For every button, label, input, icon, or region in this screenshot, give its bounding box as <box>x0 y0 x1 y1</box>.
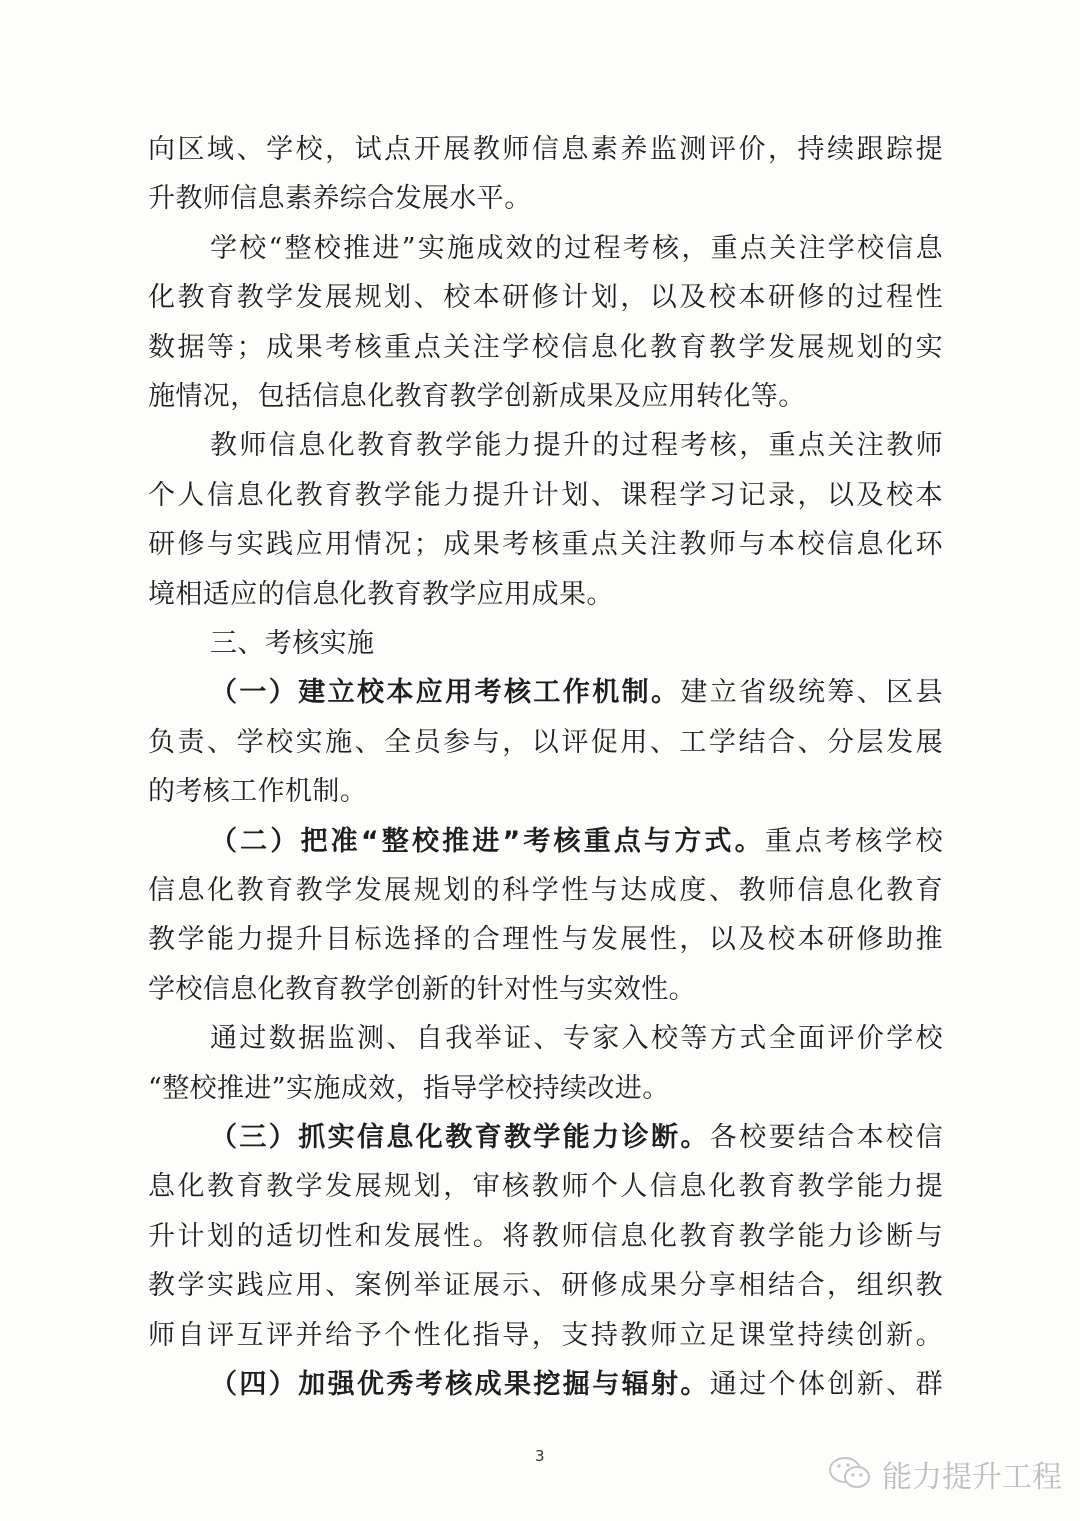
line-text: 施情况，包括信息化教育教学创新成果及应用转化等。 <box>148 381 806 412</box>
line-text: 学校“整校推进”实施成效的过程考核，重点关注学校信息 <box>210 232 943 264</box>
text-line <box>148 1319 943 1353</box>
text-line <box>210 232 943 266</box>
line-text: 升计划的适切性和发展性。将教师信息化教育教学能力诊断与 <box>148 1220 943 1252</box>
line-text: 息化教育教学发展规划，审核教师个人信息化教育教学能力提 <box>148 1171 943 1203</box>
text-line <box>148 578 943 612</box>
line-text: 重点考核学校 <box>764 825 943 857</box>
line-text: 各校要结合本校信 <box>709 1122 943 1153</box>
wechat-icon <box>828 1455 874 1493</box>
text-line <box>148 528 943 562</box>
text-line <box>148 1072 943 1106</box>
text-line <box>148 1220 943 1254</box>
text-line <box>210 1121 943 1155</box>
text-line <box>148 182 943 216</box>
text-line <box>210 676 943 710</box>
text-line <box>148 874 943 908</box>
line-text: “整校推进”实施成效，指导学校持续改进。 <box>148 1072 670 1104</box>
line-text: 升教师信息素养综合发展水平。 <box>148 183 532 215</box>
watermark-text: 能力提升工程 <box>882 1460 1062 1495</box>
text-line <box>210 825 943 859</box>
text-line <box>148 1170 943 1204</box>
text-line <box>148 923 943 957</box>
section-heading: （二）把准“整校推进”考核重点与方式。 <box>210 825 765 857</box>
line-text: 教学能力提升目标选择的合理性与发展性，以及校本研修助推 <box>148 924 943 956</box>
line-text: 数据等；成果考核重点关注学校信息化教育教学发展规划的实 <box>148 331 943 363</box>
line-text: 教师信息化教育教学能力提升的过程考核，重点关注教师 <box>210 430 943 462</box>
line-text: 化教育教学发展规划、校本研修计划，以及校本研修的过程性 <box>148 282 943 314</box>
text-line <box>210 627 943 661</box>
section-heading: （四）加强优秀考核成果挖掘与辐射。 <box>210 1369 710 1400</box>
watermark <box>828 1452 1062 1496</box>
line-text: 的考核工作机制。 <box>148 776 368 808</box>
line-text: 学校信息化教育教学创新的针对性与实效性。 <box>148 973 696 1005</box>
line-text: 个人信息化教育教学能力提升计划、课程学习记录，以及校本 <box>148 479 943 511</box>
line-text: 三、考核实施 <box>210 628 375 659</box>
text-line <box>148 973 943 1007</box>
text-line <box>148 479 943 513</box>
section-heading: （一）建立校本应用考核工作机制。 <box>210 677 681 709</box>
line-text: 通过个体创新、群 <box>709 1369 943 1400</box>
text-line <box>148 331 943 365</box>
text-line <box>210 1368 943 1402</box>
text-line <box>148 726 943 760</box>
text-line <box>148 775 943 809</box>
page-number: 3 <box>535 1447 545 1465</box>
text-line <box>148 281 943 315</box>
line-text: 建立省级统筹、区县 <box>680 677 943 709</box>
line-text: 信息化教育教学发展规划的科学性与达成度、教师信息化教育 <box>148 875 943 906</box>
line-text: 通过数据监测、自我举证、专家入校等方式全面评价学校 <box>210 1023 943 1055</box>
text-line <box>210 429 943 463</box>
text-line <box>148 1269 943 1303</box>
line-text: 境相适应的信息化教育教学应用成果。 <box>148 578 614 610</box>
line-text: 师自评互评并给予个性化指导，支持教师立足课堂持续创新。 <box>148 1319 943 1351</box>
line-text: 负责、学校实施、全员参与，以评促用、工学结合、分层发展 <box>148 726 943 758</box>
line-text: 向区域、学校，试点开展教师信息素养监测评价，持续跟踪提 <box>148 134 943 165</box>
line-text: 教学实践应用、案例举证展示、研修成果分享相结合，组织教 <box>148 1270 943 1302</box>
line-text: 研修与实践应用情况；成果考核重点关注教师与本校信息化环 <box>148 529 943 561</box>
text-line <box>148 380 943 414</box>
section-heading: （三）抓实信息化教育教学能力诊断。 <box>210 1122 710 1153</box>
text-line <box>148 133 943 167</box>
text-line <box>210 1022 943 1056</box>
